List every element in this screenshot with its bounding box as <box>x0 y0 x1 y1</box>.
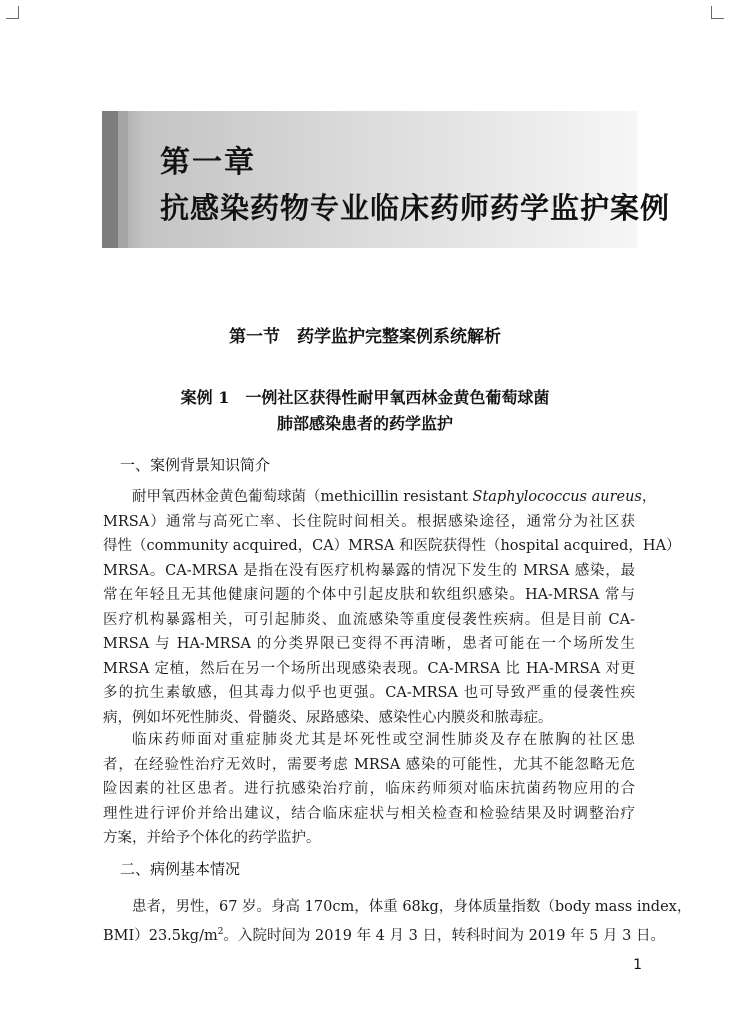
paragraph-line: 临床药师面对重症肺炎尤其是坏死性或空洞性肺炎及存在脓胸的社区患 <box>132 732 635 748</box>
paragraph-line: 病，例如坏死性肺炎、骨髓炎、尿路感染、感染性心内膜炎和脓毒症。 <box>103 709 553 726</box>
crop-mark-top-right <box>711 6 724 19</box>
case-title-line-1: 案例 1 一例社区获得性耐甲氧西林金黄色葡萄球菌 <box>180 388 550 407</box>
paragraph-line: MRSA 定植，然后在另一个场所出现感染表现。CA-MRSA 比 HA-MRSA 对更 <box>103 660 635 677</box>
chapter-number: 第一章 <box>160 145 256 180</box>
chapter-banner-edge <box>102 111 118 248</box>
paragraph-line: 常在年轻且无其他健康问题的个体中引起皮肤和软组织感染。HA-MRSA 常与 <box>103 587 635 603</box>
paragraph-line: 险因素的社区患者。进行抗感染治疗前，临床药师须对临床抗菌药物应用的合 <box>103 781 635 797</box>
chapter-banner-edge-inner <box>118 111 128 248</box>
chapter-title: 抗感染药物专业临床药师药学监护案例 <box>160 191 671 225</box>
section-title: 第一节 药学监护完整案例系统解析 <box>229 327 501 347</box>
page-number: 1 <box>633 957 642 973</box>
paragraph-line: 理性进行评价并给出建议，结合临床症状与相关检查和检验结果及时调整治疗 <box>103 805 635 822</box>
paragraph-line: 医疗机构暴露相关，可引起肺炎、血流感染等重度侵袭性疾病。但是目前 CA- <box>103 611 635 628</box>
paragraph-line: MRSA 与 HA-MRSA 的分类界限已变得不再清晰，患者可能在一个场所发生 <box>103 636 635 652</box>
italic-species-name: Staphylococcus aureus <box>472 489 642 505</box>
paragraph-line: 耐甲氧西林金黄色葡萄球菌（methicillin resistant Staphylococcus aureus， <box>132 489 657 505</box>
paragraph-line: 方案，并给予个体化的药学监护。 <box>103 830 321 846</box>
paragraph-line: MRSA。CA-MRSA 是指在没有医疗机构暴露的情况下发生的 MRSA 感染，最 <box>103 562 635 579</box>
case-title-line-2: 肺部感染患者的药学监护 <box>276 414 453 433</box>
superscript: 2 <box>217 926 224 937</box>
paragraph-clinical-pharmacist <box>103 728 635 851</box>
paragraph-line: $BMI)23.5kg/m^2$。入院时间为 2019 年 4 月 3 日，转科时间为 2019 年 5 月 3 日。 <box>103 926 665 944</box>
paragraph-line: 者，在经验性治疗无效时，需要考虑 MRSA 感染的可能性，尤其不能忽略无危 <box>103 756 635 773</box>
paragraph-mrsa-background <box>103 485 681 730</box>
paragraph-line: MRSA）通常与高死亡率、长住院时间相关。根据感染途径，通常分为社区获 <box>103 513 635 530</box>
paragraph-line: 得性（community acquired，CA）MRSA 和医院获得性（hospital acquired，HA） <box>103 538 681 554</box>
crop-mark-top-left <box>6 6 19 19</box>
paragraph-line: 患者，男性，67 岁。身高 170cm，体重 68kg，身体质量指数（body mass index， <box>132 899 692 915</box>
paragraph-patient-info <box>103 895 692 944</box>
heading-case-basic-info: 二、病例基本情况 <box>120 860 241 878</box>
paragraph-line: 多的抗生素敏感，但其毒力似乎也更强。CA-MRSA 也可导致严重的侵袭性疾 <box>103 685 635 701</box>
heading-background-knowledge: 一、案例背景知识简介 <box>120 456 271 474</box>
